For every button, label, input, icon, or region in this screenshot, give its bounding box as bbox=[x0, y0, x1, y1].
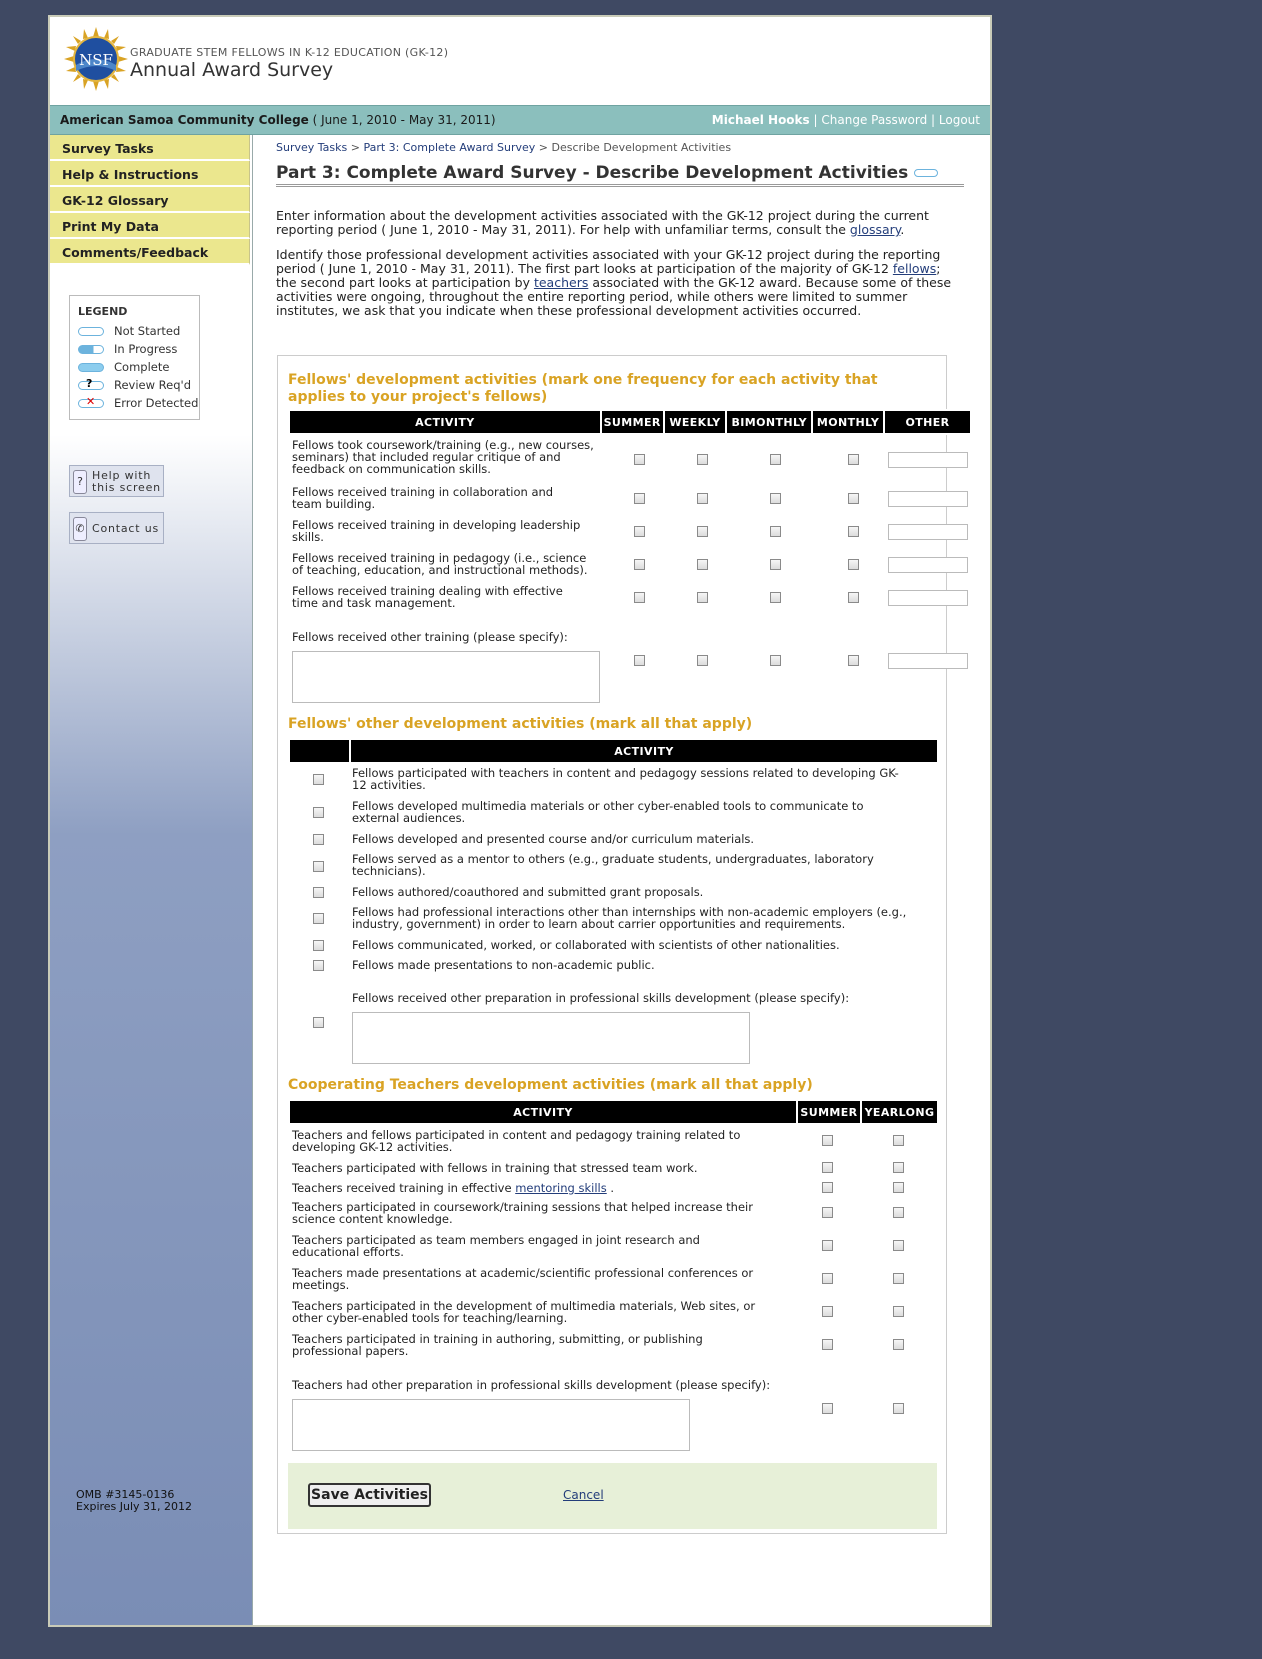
contact-us-button[interactable] bbox=[69, 512, 164, 544]
activity-checkbox[interactable] bbox=[313, 861, 324, 872]
activity-label: Teachers participated in training in authoring, submitting, or publishing professional papers. bbox=[292, 1332, 703, 1358]
header bbox=[50, 17, 990, 103]
col-select bbox=[289, 739, 350, 763]
col-other: OTHER bbox=[884, 410, 971, 434]
activity-label: Fellows received training in developing leadership skills. bbox=[292, 518, 581, 544]
summer-checkbox[interactable] bbox=[822, 1339, 833, 1350]
activity-checkbox[interactable] bbox=[313, 960, 324, 971]
summer-checkbox[interactable] bbox=[634, 454, 645, 465]
weekly-checkbox[interactable] bbox=[697, 559, 708, 570]
bimonthly-checkbox[interactable] bbox=[770, 526, 781, 537]
crumb-current: Describe Development Activities bbox=[551, 141, 732, 154]
phone-icon: ✆ bbox=[73, 517, 87, 541]
intro-paragraph-2 bbox=[276, 248, 956, 318]
help-button-line: Help with bbox=[92, 469, 152, 482]
legend-label: Not Started bbox=[114, 324, 181, 338]
separator: | bbox=[813, 113, 818, 127]
intro-text: . bbox=[900, 222, 905, 237]
intro-text: Identify those professional development activities associated with your GK-12 project during the reporting period ( June 1, 2010 - May 31, 2011). The first part looks at participation of the majority of GK-12 bbox=[276, 247, 941, 276]
summer-checkbox[interactable] bbox=[822, 1162, 833, 1173]
form-actions bbox=[288, 1463, 937, 1529]
activity-checkbox[interactable] bbox=[313, 1017, 324, 1028]
activity-label: Teachers participated with fellows in training that stressed team work. bbox=[292, 1161, 698, 1175]
complete-icon bbox=[78, 363, 104, 372]
summer-checkbox[interactable] bbox=[822, 1135, 833, 1146]
teachers-other-textarea[interactable] bbox=[292, 1399, 690, 1451]
svg-text:NSF: NSF bbox=[79, 51, 113, 69]
yearlong-checkbox[interactable] bbox=[893, 1182, 904, 1193]
nsf-logo bbox=[64, 27, 128, 91]
bimonthly-checkbox[interactable] bbox=[770, 559, 781, 570]
program-name: GRADUATE STEM FELLOWS IN K-12 EDUCATION (GK-12) bbox=[130, 46, 449, 59]
activities-form bbox=[277, 355, 950, 1534]
not-started-icon bbox=[78, 327, 104, 336]
institution-info bbox=[60, 113, 496, 127]
activity-label: Fellows participated with teachers in content and pedagogy sessions related to developing GK-12 activities. bbox=[352, 766, 899, 792]
yearlong-checkbox[interactable] bbox=[893, 1403, 904, 1414]
legend-label: Review Req'd bbox=[114, 378, 191, 392]
section1-header bbox=[288, 409, 972, 435]
section3-title: Cooperating Teachers development activities (mark all that apply) bbox=[288, 1077, 813, 1093]
legend-label: Error Detected bbox=[114, 396, 199, 410]
intro-text: associated with the GK-12 award. Because some of these activities were ongoing, throughout the entire reporting period, while others were limited to summer institutes, we ask that you indicate when these professional development activities occurred. bbox=[276, 275, 952, 318]
monthly-checkbox[interactable] bbox=[848, 559, 859, 570]
col-activity: ACTIVITY bbox=[350, 739, 938, 763]
activity-checkbox[interactable] bbox=[313, 913, 324, 924]
col-weekly: WEEKLY bbox=[664, 410, 727, 434]
summer-checkbox[interactable] bbox=[822, 1306, 833, 1317]
change-password-link[interactable]: Change Password bbox=[821, 113, 928, 127]
legend bbox=[69, 295, 200, 420]
survey-title: Annual Award Survey bbox=[130, 59, 334, 81]
teachers-link[interactable]: teachers bbox=[533, 275, 589, 290]
summer-checkbox[interactable] bbox=[634, 526, 645, 537]
logout-link[interactable]: Logout bbox=[938, 113, 980, 127]
omb-info bbox=[76, 1489, 192, 1513]
summer-checkbox[interactable] bbox=[822, 1240, 833, 1251]
monthly-checkbox[interactable] bbox=[848, 592, 859, 603]
fellows-link[interactable]: fellows bbox=[892, 261, 937, 276]
reporting-period: ( June 1, 2010 - May 31, 2011) bbox=[312, 113, 496, 127]
bimonthly-checkbox[interactable] bbox=[770, 454, 781, 465]
monthly-checkbox[interactable] bbox=[848, 454, 859, 465]
monthly-checkbox[interactable] bbox=[848, 493, 859, 504]
col-summer: SUMMER bbox=[797, 1100, 861, 1124]
activity-label: Teachers made presentations at academic/scientific professional conferences or meetings. bbox=[292, 1266, 754, 1292]
col-activity: ACTIVITY bbox=[289, 1100, 797, 1124]
other-frequency-input[interactable] bbox=[888, 590, 968, 606]
activity-label: Fellows authored/coauthored and submitted grant proposals. bbox=[352, 885, 704, 899]
bimonthly-checkbox[interactable] bbox=[770, 655, 781, 666]
summer-checkbox[interactable] bbox=[822, 1207, 833, 1218]
activity-label: Teachers and fellows participated in content and pedagogy training related to developing GK-12 activities. bbox=[292, 1128, 741, 1154]
other-frequency-input[interactable] bbox=[888, 557, 968, 573]
yearlong-checkbox[interactable] bbox=[893, 1240, 904, 1251]
bimonthly-checkbox[interactable] bbox=[770, 592, 781, 603]
help-icon: ? bbox=[73, 470, 87, 494]
summer-checkbox[interactable] bbox=[822, 1403, 833, 1414]
legend-label: Complete bbox=[114, 360, 170, 374]
sidebar bbox=[50, 135, 253, 1627]
intro-text: ; the second part looks at participation by bbox=[276, 261, 941, 290]
error-icon: ✕ bbox=[78, 399, 104, 408]
yearlong-checkbox[interactable] bbox=[893, 1162, 904, 1173]
legend-title: LEGEND bbox=[78, 305, 128, 318]
separator: | bbox=[931, 113, 936, 127]
activity-label: Teachers participated in the development of multimedia materials, Web sites, or other cyber-enabled tools for teaching/learning. bbox=[292, 1299, 756, 1325]
activity-checkbox[interactable] bbox=[313, 834, 324, 845]
activity-checkbox[interactable] bbox=[313, 887, 324, 898]
intro-paragraph-1 bbox=[276, 209, 956, 237]
section2-title: Fellows' other development activities (mark all that apply) bbox=[288, 716, 753, 732]
page-frame bbox=[48, 15, 992, 1627]
activity-label: Teachers participated as team members engaged in joint research and educational efforts. bbox=[292, 1233, 700, 1259]
user-links bbox=[712, 113, 980, 127]
other-preparation-textarea[interactable] bbox=[352, 1012, 750, 1064]
breadcrumb bbox=[276, 141, 731, 154]
activity-text: . bbox=[606, 1181, 615, 1195]
legend-not-started bbox=[78, 324, 180, 340]
intro-text: Enter information about the development activities associated with the GK-12 project during the current reporting period ( June 1, 2010 - May 31, 2011). For help with unfamiliar terms, consult the bbox=[276, 208, 929, 237]
yearlong-checkbox[interactable] bbox=[893, 1273, 904, 1284]
other-training-textarea[interactable] bbox=[292, 651, 600, 703]
activity-label: Fellows had professional interactions other than internships with non-academic employers (e.g., industry, government) in order to learn about carrier opportunities and requirements. bbox=[352, 905, 907, 931]
summer-checkbox[interactable] bbox=[634, 592, 645, 603]
review-icon: ? bbox=[78, 381, 104, 390]
glossary-link[interactable]: glossary bbox=[849, 222, 901, 237]
weekly-checkbox[interactable] bbox=[697, 592, 708, 603]
section1-title: Fellows' development activities (mark one frequency for each activity that applies to your project's fellows) bbox=[288, 372, 878, 405]
nav-comments-feedback[interactable]: Comments/Feedback bbox=[50, 239, 250, 265]
save-activities-button[interactable]: Save Activities bbox=[308, 1483, 431, 1507]
user-name: Michael Hooks bbox=[711, 113, 810, 127]
crumb-survey-tasks[interactable]: Survey Tasks bbox=[276, 141, 348, 154]
mentoring-skills-link[interactable]: mentoring skills bbox=[515, 1181, 607, 1195]
weekly-checkbox[interactable] bbox=[697, 454, 708, 465]
col-activity: ACTIVITY bbox=[289, 410, 601, 434]
other-frequency-input[interactable] bbox=[888, 452, 968, 468]
summer-checkbox[interactable] bbox=[634, 493, 645, 504]
legend-in-progress bbox=[78, 342, 177, 358]
summer-checkbox[interactable] bbox=[634, 655, 645, 666]
activity-checkbox[interactable] bbox=[313, 940, 324, 951]
yearlong-checkbox[interactable] bbox=[893, 1339, 904, 1350]
legend-error bbox=[78, 396, 198, 412]
page-title bbox=[276, 163, 964, 187]
omb-number: OMB #3145-0136 bbox=[76, 1488, 175, 1501]
weekly-checkbox[interactable] bbox=[697, 493, 708, 504]
section2-header bbox=[288, 738, 939, 764]
activity-label bbox=[292, 1182, 762, 1194]
omb-expires: Expires July 31, 2012 bbox=[76, 1500, 193, 1513]
legend-complete bbox=[78, 360, 169, 376]
activity-label: Fellows communicated, worked, or collaborated with scientists of other nationalities. bbox=[352, 938, 840, 952]
activity-label: Fellows received training dealing with effective time and task management. bbox=[292, 584, 563, 610]
activity-label: Fellows developed multimedia materials or other cyber-enabled tools to communicate to external audiences. bbox=[352, 799, 864, 825]
crumb-separator: > bbox=[350, 141, 360, 154]
activity-label: Teachers participated in coursework/training sessions that helped increase their science content knowledge. bbox=[292, 1200, 753, 1226]
contact-button-label: Contact us bbox=[92, 522, 159, 535]
activity-label: Fellows received training in collaboration and team building. bbox=[292, 485, 554, 511]
other-frequency-input[interactable] bbox=[888, 524, 968, 540]
weekly-checkbox[interactable] bbox=[697, 655, 708, 666]
nav-glossary[interactable]: GK-12 Glossary bbox=[50, 187, 250, 213]
other-preparation-label: Teachers had other preparation in professional skills development (please specify): bbox=[292, 1378, 771, 1392]
page-title-text: Part 3: Complete Award Survey - Describe Development Activities bbox=[276, 163, 909, 183]
other-training-label: Fellows received other training (please specify): bbox=[292, 630, 568, 644]
activity-label: Fellows took coursework/training (e.g., new courses, seminars) that included regular critique of and feedback on communication skills. bbox=[292, 438, 594, 476]
other-frequency-input[interactable] bbox=[888, 653, 968, 669]
crumb-part3[interactable]: Part 3: Complete Award Survey bbox=[363, 141, 536, 154]
activity-label: Fellows served as a mentor to others (e.g., graduate students, undergraduates, laboratory technicians). bbox=[352, 852, 874, 878]
col-yearlong: YEARLONG bbox=[861, 1100, 938, 1124]
legend-label: In Progress bbox=[114, 342, 178, 356]
legend-review bbox=[78, 378, 191, 394]
summer-checkbox[interactable] bbox=[822, 1182, 833, 1193]
yearlong-checkbox[interactable] bbox=[893, 1207, 904, 1218]
info-bar bbox=[50, 105, 990, 135]
activity-label: Fellows received training in pedagogy (i.e., science of teaching, education, and instructional methods). bbox=[292, 551, 588, 577]
summer-checkbox[interactable] bbox=[822, 1273, 833, 1284]
activity-checkbox[interactable] bbox=[313, 774, 324, 785]
nav-survey-tasks[interactable]: Survey Tasks bbox=[50, 135, 250, 161]
activity-text: Teachers received training in effective bbox=[292, 1181, 516, 1195]
help-screen-button[interactable] bbox=[69, 465, 164, 497]
bimonthly-checkbox[interactable] bbox=[770, 493, 781, 504]
section3-header bbox=[288, 1099, 939, 1125]
monthly-checkbox[interactable] bbox=[848, 526, 859, 537]
institution-name: American Samoa Community College bbox=[60, 113, 309, 127]
cancel-link[interactable]: Cancel bbox=[563, 1488, 604, 1502]
monthly-checkbox[interactable] bbox=[848, 655, 859, 666]
nav-help-instructions[interactable]: Help & Instructions bbox=[50, 161, 250, 187]
yearlong-checkbox[interactable] bbox=[893, 1135, 904, 1146]
status-not-started-icon bbox=[914, 169, 938, 177]
activity-label: Fellows made presentations to non-academic public. bbox=[352, 958, 655, 972]
col-bimonthly: BIMONTHLY bbox=[726, 410, 812, 434]
summer-checkbox[interactable] bbox=[634, 559, 645, 570]
crumb-separator: > bbox=[538, 141, 548, 154]
in-progress-icon bbox=[78, 345, 104, 354]
nav-print-my-data[interactable]: Print My Data bbox=[50, 213, 250, 239]
activity-checkbox[interactable] bbox=[313, 807, 324, 818]
col-summer: SUMMER bbox=[601, 410, 664, 434]
weekly-checkbox[interactable] bbox=[697, 526, 708, 537]
col-monthly: MONTHLY bbox=[812, 410, 884, 434]
yearlong-checkbox[interactable] bbox=[893, 1306, 904, 1317]
activity-label: Fellows developed and presented course and/or curriculum materials. bbox=[352, 832, 755, 846]
help-button-line: this screen bbox=[92, 481, 161, 494]
other-preparation-label: Fellows received other preparation in professional skills development (please specify): bbox=[352, 991, 850, 1005]
other-frequency-input[interactable] bbox=[888, 491, 968, 507]
